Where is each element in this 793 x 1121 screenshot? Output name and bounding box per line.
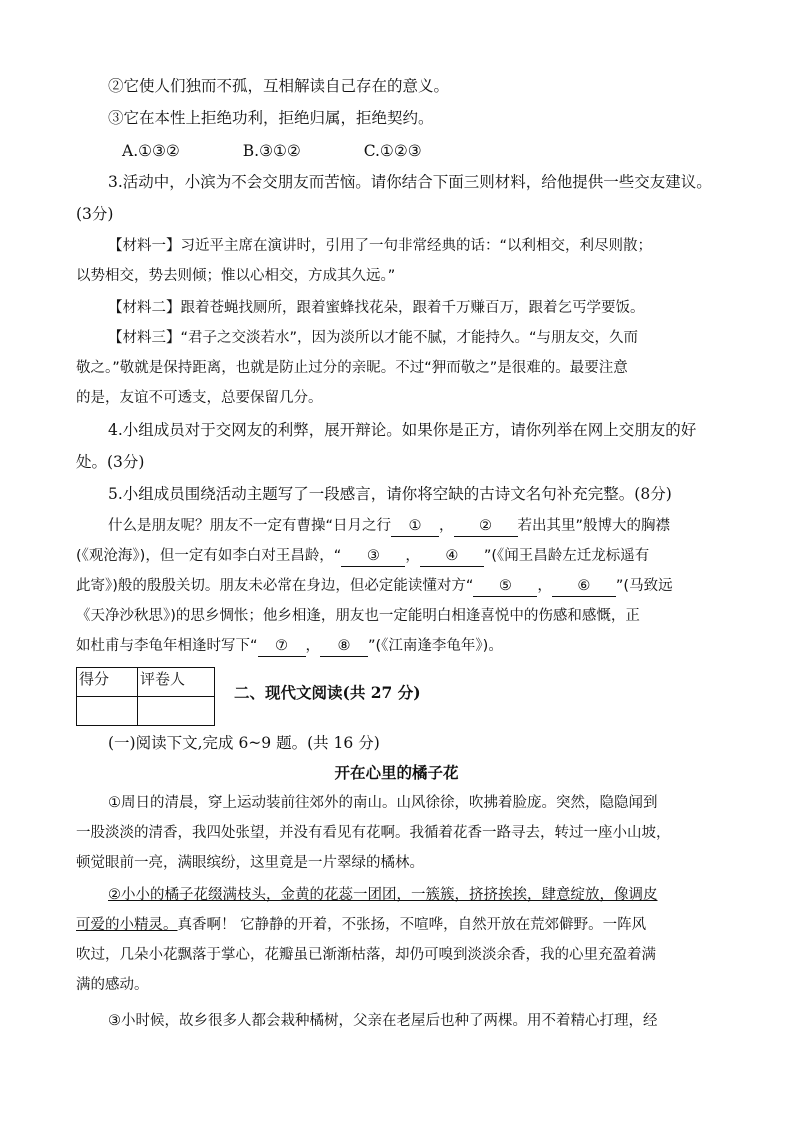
q4-prompt: 4.小组成员对于交网友的利弊，展开辩论。如果你是正方，请你列举在网上交朋友的好 <box>108 421 697 439</box>
article-p1-line-1: ①周日的清晨，穿上运动装前往郊外的南山。山风徐徐，吹拂着脸庞。突然，隐隐闻到 <box>108 795 658 811</box>
q2-option-2: ②它使人们独而不孤，互相解读自己存在的意义。 <box>108 77 450 95</box>
article-p2-line-2: 可爱的小精灵。真香啊！ 它静静的开着，不张扬，不喧哗，自然开放在荒郊僻野。一阵风 <box>76 917 647 933</box>
article-p3-line-1: ③小时候，故乡很多人都会栽种橘树，父亲在老屋后也种了两棵。用不着精心打理，经 <box>108 1013 658 1029</box>
blank-3[interactable]: ③ <box>341 546 405 567</box>
score-label: 得分 <box>77 668 138 697</box>
q5-para-line-1: 什么是朋友呢？朋友不一定有曹操“日月之行 ① ， ② 若出其里”般博大的胸襟 <box>108 516 728 537</box>
blank-8[interactable]: ⑧ <box>320 636 368 657</box>
blank-5[interactable]: ⑤ <box>473 576 537 597</box>
material-1-line-2: 以势相交，势去则倾；惟以心相交，方成其久远。” <box>76 268 396 284</box>
material-3-line-2: 敬之。”敬就是保持距离，也就是防止过分的亲昵。不过“狎而敬之”是很难的。最要注意 <box>76 360 628 376</box>
choice-b: B.③①② <box>242 142 301 160</box>
q5-para-line-3: 此寄》)般的殷殷关切。朋友未必常在身边，但必定能读懂对方“ ⑤ ， ⑥ ”(马致远 <box>76 576 726 597</box>
q2-choices <box>122 142 480 160</box>
section-heading: 二、现代文阅读(共 27 分) <box>234 683 421 702</box>
choice-a: A.①③② <box>122 142 180 160</box>
article-p1-line-3: 顿觉眼前一亮，满眼缤纷，这里竟是一片翠绿的橘林。 <box>76 855 424 871</box>
grader-label: 评卷人 <box>138 668 215 697</box>
article-p1-line-2: 一股淡淡的清香，我四处张望，并没有看见有花啊。我循着花香一路寻去，转过一座小山坡， <box>76 825 671 841</box>
q2-option-3: ③它在本性上拒绝功利，拒绝归属，拒绝契约。 <box>108 109 434 127</box>
material-1-line-1: 【材料一】习近平主席在演讲时，引用了一句非常经典的话：“以利相交，利尽则散； <box>108 238 653 254</box>
blank-1[interactable]: ① <box>391 516 439 537</box>
q3-score: (3分) <box>76 205 114 223</box>
material-3-line-3: 的是，友谊不可透支，总要保留几分。 <box>76 390 323 406</box>
article-p2-line-1: ②小小的橘子花缀满枝头，金黄的花蕊一团团，一簇簇，挤挤挨挨，肆意绽放，像调皮 <box>108 887 658 903</box>
q5-prompt: 5.小组成员围绕活动主题写了一段感言，请你将空缺的古诗文名句补充完整。(8分) <box>108 485 672 503</box>
score-cell[interactable] <box>77 697 138 726</box>
blank-6[interactable]: ⑥ <box>552 576 616 597</box>
blank-7[interactable]: ⑦ <box>258 636 306 657</box>
grader-cell[interactable] <box>138 697 215 726</box>
article-p2-line-3: 吹过，几朵小花飘落于掌心，花瓣虽已渐渐枯落，却仍可嗅到淡淡余香，我的心里充盈着满 <box>76 947 656 963</box>
choice-c: C.①②③ <box>363 142 422 160</box>
q5-para-line-2: (《观沧海》)，但一定有如李白对王昌龄，“ ③ ， ④ ”(《闻王昌龄左迁龙标遥有 <box>76 546 726 567</box>
blank-2[interactable]: ② <box>454 516 518 537</box>
material-2: 【材料二】跟着苍蝇找厕所，跟着蜜蜂找花朵，跟着千万赚百万，跟着乞丐学要饭。 <box>108 300 645 316</box>
q3-prompt: 3.活动中，小滨为不会交朋友而苦恼。请你结合下面三则材料，给他提供一些交友建议。 <box>108 173 712 191</box>
q5-para-line-4: 《天净沙秋思》)的思乡惆怅；他乡相逢，朋友也一定能明白相逢喜悦中的伤感和感慨，正 <box>76 608 640 624</box>
q4-score: 处。(3分) <box>76 453 145 471</box>
blank-4[interactable]: ④ <box>420 546 484 567</box>
article-title: 开在心里的橘子花 <box>334 763 459 782</box>
material-3-line-1: 【材料三】“君子之交淡若水”，因为淡所以才能不腻，才能持久。“与朋友交，久而 <box>108 330 639 346</box>
score-table <box>76 667 215 726</box>
section-subheading: (一)阅读下文,完成 6~9 题。(共 16 分) <box>108 734 380 752</box>
article-p2-line-4: 满的感动。 <box>76 977 149 993</box>
q5-para-line-5: 如杜甫与李龟年相逢时写下“ ⑦ ， ⑧ ”(《江南逢李龟年》)。 <box>76 636 726 657</box>
